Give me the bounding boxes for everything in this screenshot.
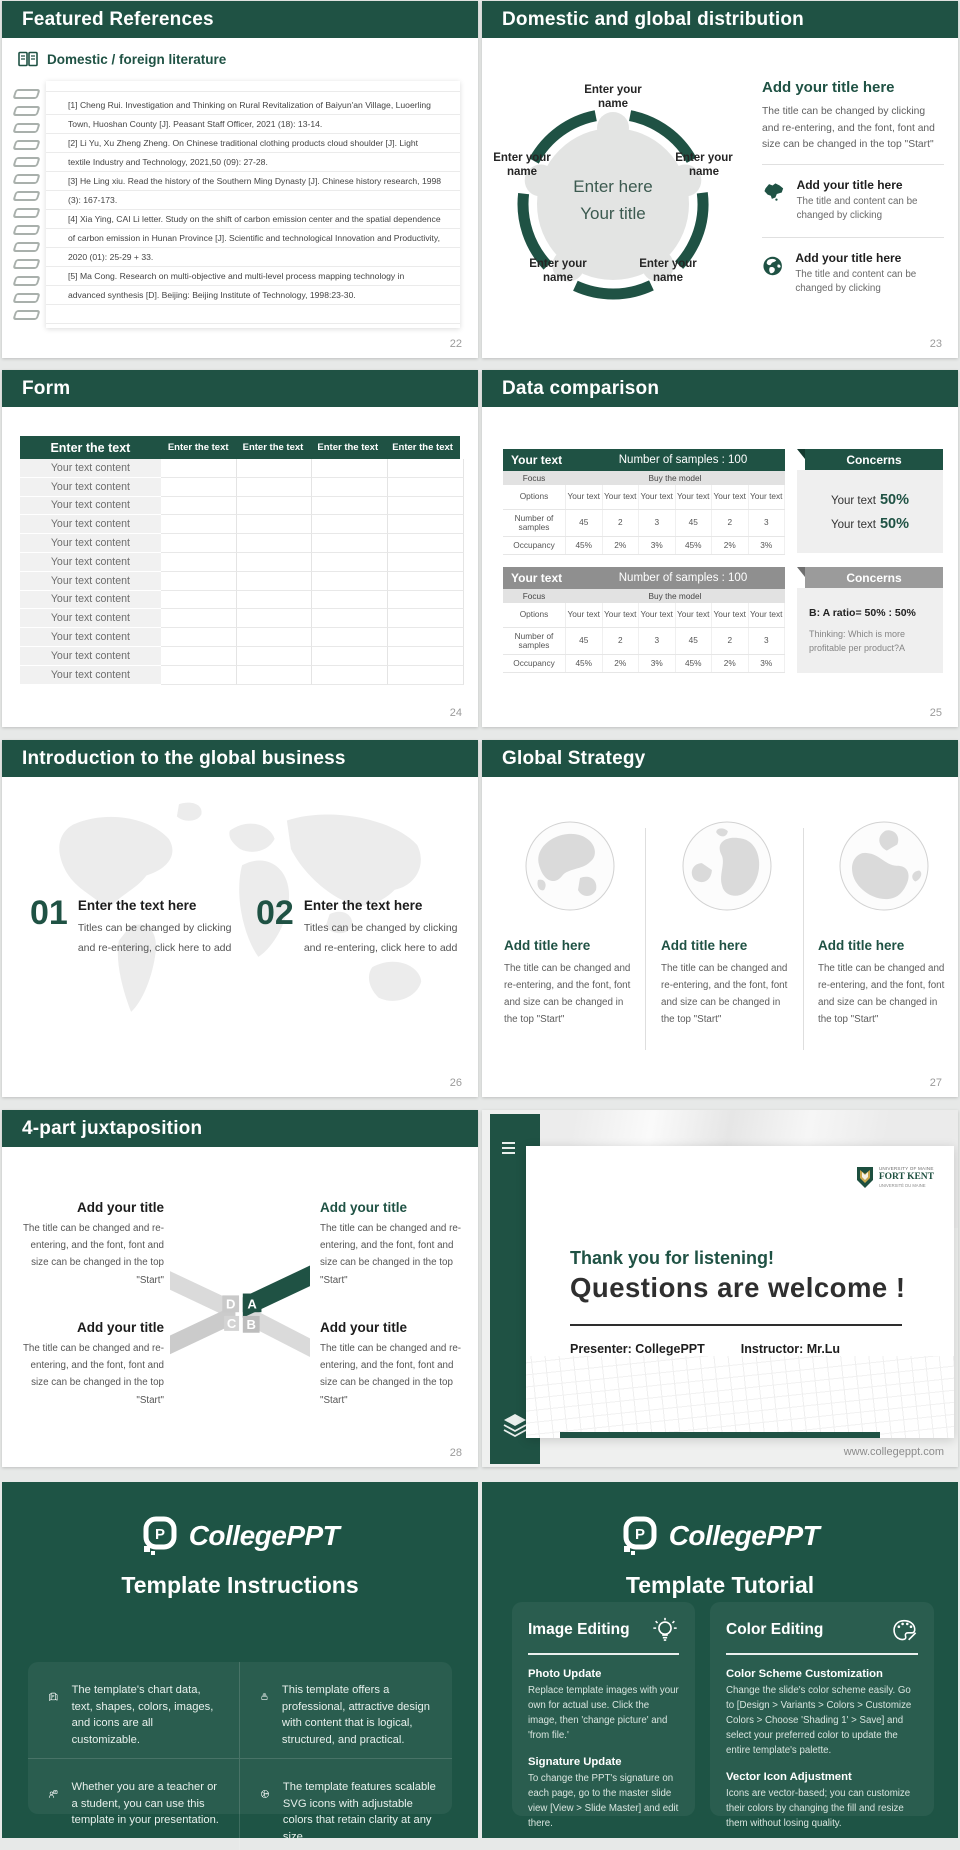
item-title: Enter the text here [77,898,197,913]
strategy-column [504,820,636,1028]
table-row: Your text content [20,534,460,553]
ring-label: Enter your name [493,152,551,178]
concern-note: Thinking: Which is more profitable per product?A [809,628,906,653]
sub-right: Buy the model [648,473,702,483]
slide-title: Form [22,377,71,399]
logo-line3: UNIVERSITÉ DU MAINE [878,1182,926,1188]
table-row: Your text content [20,478,460,497]
page-number: 23 [929,338,942,350]
presenter: Presenter: CollegePPT [570,1342,705,1356]
jux-block-4 [320,1320,468,1409]
column-body: The title can be changed and re-entering, and the font, font and size can be changed in the top "Start" [661,963,788,1025]
item-body: Titles can be changed by clicking and re-entering, click here to add [77,922,232,954]
item-number: 01 [30,894,68,932]
slide-title: Introduction to the global business [22,747,346,769]
chart-book-icon [48,1682,59,1712]
university-shield-icon [856,1166,874,1189]
credits [570,1342,840,1356]
sub-body: Replace template images with your own for actual use. Click the image, then 'change picture' and 'from file.' [528,1685,679,1741]
column-title: Add title here [661,938,748,953]
brand-wordmark: CollegePPT [668,1520,820,1551]
diagram-center-text [548,173,678,227]
page-number: 26 [449,1077,462,1089]
book-icon [18,51,38,67]
column-header: Enter the text [317,442,379,453]
panel-heading: Template Tutorial [625,1572,815,1598]
logo-line2: FORT KENT [878,1171,934,1182]
column-body: The title can be changed and re-entering, and the font, font and size can be changed in the top "Start" [818,963,945,1025]
sub-left: Focus [522,473,546,483]
table-row: Your text content [20,515,460,534]
teacher-icon [48,1779,59,1809]
page-number: 24 [449,707,462,719]
concerns-box-2 [797,567,943,673]
sub-body: To change the PPT's signature on each page, go to the master slide view [View > Slide Master] and edit there. [528,1773,679,1829]
globe-icon [838,820,930,912]
concerns-box-1 [797,449,943,553]
design-box-icon [260,1682,269,1712]
slide-title: 4-part juxtaposition [22,1117,203,1139]
letter-a: A [247,1296,257,1312]
jux-block-2 [320,1200,468,1289]
slide-title: Data comparison [502,377,660,399]
tutorial-sub [528,1756,679,1831]
ring-label: Enter your name [675,152,733,178]
feature-text: The template features scalable SVG icons with adjustable colors that retain clarity at any size. [282,1781,436,1843]
concerns-title: Concerns [805,449,943,470]
comparison-table-2 [503,567,785,673]
brand-logo [482,1482,958,1556]
svg-ball-icon [260,1779,270,1809]
item-title: Add your title here [795,250,902,265]
svg-text:P: P [52,1694,55,1699]
column-header: Enter the text [167,442,229,453]
feature-item [28,1759,240,1850]
thanks-subtitle: Thank you for listening! [570,1248,775,1268]
letter-d: D [225,1296,236,1312]
samples-row: Number of samples 45 2 3 45 2 3 [503,510,785,537]
right-heading: Add your title here [762,79,895,96]
table-row: Your text content [20,591,460,610]
center-line2: Your title [580,204,646,223]
strategy-column [661,820,793,1028]
sub-title: Vector Icon Adjustment [726,1771,852,1783]
table-row: Your text content [20,609,460,628]
panel-template-instructions [2,1482,478,1843]
distribution-item [762,248,944,300]
block-title: Add your title [77,1320,164,1335]
letter-c: C [226,1316,237,1332]
reference-item: [5] Ma Cong. Research on multi-objective and multi-level process mapping technology in advanced synthesis [D]. Beijing: Beijing Institute of Technology, 1998:23-30. [68,271,405,300]
block-title: Add your title [77,1200,164,1215]
column-header: Enter the text [50,440,131,455]
concern-line: Your text 50% [831,515,909,532]
page-number: 27 [929,1077,942,1089]
tutorial-card-color-editing [710,1602,934,1829]
sub-right: Buy the model [648,591,702,601]
thanks-title: Questions are welcome ! [570,1272,906,1303]
item-body: The title and content can be changed by clicking [796,195,918,221]
options-row: Options Your text Your text Your text Your text Your text Your text [503,485,785,510]
letter-b: B [246,1317,256,1332]
brand-logo [2,1482,478,1556]
tutorial-sub [726,1771,918,1831]
samples-row: Number of samples 45 2 3 45 2 3 [503,628,785,655]
china-map-icon [762,178,785,205]
slide-header-bar [482,370,958,407]
tutorial-card-image-editing [512,1602,695,1829]
distribution-right-panel [762,79,944,300]
column-header: Enter the text [392,442,453,453]
tutorial-sub [528,1668,679,1743]
block-body: The title can be changed and re-entering, and the font, font and size can be changed in the top "Start" [22,1223,164,1286]
feature-text: Whether you are a teacher or a student, you can use this template in your presentation. [71,1781,219,1826]
slide-data-comparison [482,370,958,727]
ribbon-x-graphic [170,1258,310,1358]
page-number: 25 [929,707,942,719]
slide-header-bar [482,1,958,38]
slide-header-bar [482,740,958,777]
page-number: 28 [449,1447,462,1459]
green-accent-bar [560,1432,880,1438]
slide-featured-references [2,1,478,358]
slide-header-bar [2,740,478,777]
table-row: Your text content [20,647,460,666]
panel-heading: Template Instructions [121,1572,359,1598]
jux-block-3 [16,1320,164,1409]
options-row: Options Your text Your text Your text Your text Your text Your text [503,603,785,628]
ring-label: Enter your name [639,258,697,284]
sub-title: Photo Update [528,1668,602,1680]
feature-text: The template's chart data, text, shapes, colors, images, and icons are all customizable. [71,1684,214,1746]
university-logo [856,1166,934,1189]
strategy-column [818,820,950,1028]
reference-item: [4] Xia Ying, CAI Li letter. Study on the shift of carbon emission center and the spatial dependence of carbon emission in Hunan Province [J]. Scientific and technological Innovation and Productivity, 2020 (01): 25-29 + 33. [68,214,441,262]
column-title: Add title here [818,938,905,953]
slide-title: Global Strategy [502,747,646,769]
slide-juxtaposition [2,1110,478,1467]
slide-header-bar [2,370,478,407]
samples-label: Number of samples : 100 [618,572,748,584]
table-row: Your text content [20,497,460,516]
table-row: Your text content [20,553,460,572]
menu-icon [502,1142,515,1157]
globe-icon [681,820,773,912]
spiral-binding [14,89,39,327]
distribution-item [762,175,944,227]
right-body: The title can be changed by clicking and re-entering, and the font, font and size can be changed in the top "Start" [762,106,935,150]
occupancy-row: Occupancy 45% 2% 3% 45% 2% 3% [503,655,785,673]
tutorial-sub [726,1668,918,1758]
table-title: Your text [511,571,563,585]
table-header-row [20,436,460,459]
features-grid [28,1662,452,1843]
table-row: Your text content [20,628,460,647]
ring-label: Enter your name [584,84,642,110]
block-body: The title can be changed and re-entering, and the font, font and size can be changed in the top "Start" [22,1343,164,1406]
slide-header-bar [2,1110,478,1147]
reference-item: [2] Li Yu, Xu Zheng Zheng. On Chinese traditional clothing products cloud shoulder [J]. Light textile Industry and Technology, 2021,50 (09): 27-28. [68,138,419,167]
item-title: Enter the text here [303,898,423,913]
website-url: www.collegeppt.com [843,1446,944,1458]
center-line1: Enter here [573,177,653,196]
slide-thank-you [482,1110,958,1467]
card-title: Color Editing [726,1621,824,1638]
block-body: The title can be changed and re-entering, and the font, font and size can be changed in the top "Start" [320,1223,462,1286]
svg-text:P: P [634,1526,645,1543]
column-body: The title can be changed and re-entering, and the font, font and size can be changed in the top "Start" [504,963,631,1025]
reference-item: [1] Cheng Rui. Investigation and Thinking on Rural Revitalization of Baiyun'an Village, Luoerling Town, Huoshan County [J]. Peasant Staff Officer, 2021 (18): 13-14. [68,100,431,129]
feature-text: This template offers a professional, attractive design with content that is logical, structured, and practical. [281,1684,430,1746]
slide-form [2,370,478,727]
page-number: 22 [449,338,462,350]
ring-label: Enter your name [529,258,587,284]
sub-body: Icons are vector-based; you can customize their colors by changing the fill and resize them without losing quality. [726,1788,911,1829]
panel-template-tutorial [482,1482,958,1838]
palette-icon [890,1616,918,1644]
svg-text:P: P [154,1526,165,1543]
item-body: Titles can be changed by clicking and re-entering, click here to add [303,922,458,954]
concern-line: Your text 50% [831,491,909,508]
instructor: Instructor: Mr.Lu [740,1342,841,1356]
divider [570,1324,902,1326]
section-title: Domestic / foreign literature [47,51,227,67]
card-title: Image Editing [528,1621,630,1638]
reference-item: [3] He Ling xiu. Read the history of the Southern Ming Dynasty [J]. Chinese history research, 1998 (3): 167-173. [68,176,442,205]
column-header: Enter the text [242,442,304,453]
sub-title: Signature Update [528,1756,622,1768]
globe-icon [762,251,783,281]
intro-item-2 [256,896,470,958]
feature-item [28,1662,240,1759]
block-title: Add your title [320,1320,407,1335]
sub-left: Focus [522,591,546,601]
samples-label: Number of samples : 100 [618,454,748,466]
occupancy-row: Occupancy 45% 2% 3% 45% 2% 3% [503,537,785,555]
bulb-icon [651,1616,679,1644]
ratio-line: B: A ratio= 50% : 50% [809,606,916,619]
thank-you-card [526,1146,954,1438]
table-row: Your text content [20,459,460,478]
reference-list [46,81,460,328]
slide-title: Featured References [22,8,214,30]
logo-line1: UNIVERSITY OF MAINE [878,1165,934,1171]
feature-item [240,1662,452,1759]
slide-title: Domestic and global distribution [502,8,804,30]
column-title: Add title here [504,938,591,953]
slide-intro-global [2,740,478,1097]
slide-global-strategy [482,740,958,1097]
slide-header-bar [2,1,478,38]
concerns-title: Concerns [805,567,943,588]
block-title: Add your title [320,1200,407,1215]
intro-item-1 [30,896,242,958]
wireframe-mesh [526,1356,954,1438]
jux-block-1 [16,1200,164,1289]
form-table [20,436,460,685]
feature-item [240,1759,452,1850]
table-row: Your text content [20,572,460,591]
item-title: Add your title here [796,177,903,192]
table-row: Your text content [20,666,460,685]
collegeppt-logo-icon [621,1516,659,1556]
sub-title: Color Scheme Customization [726,1668,883,1680]
globe-icon [524,820,616,912]
item-number: 02 [256,894,294,932]
sub-body: Change the slide's color scheme easily. Go to [Design > Variants > Colors > Customize Colors > Choose 'Shading 1' > Save] and select your preferred color to update the entire template's palette. [726,1685,912,1756]
table-title: Your text [511,453,563,467]
item-body: The title and content can be changed by clicking [795,268,917,294]
brand-wordmark: CollegePPT [188,1520,340,1551]
block-body: The title can be changed and re-entering, and the font, font and size can be changed in the top "Start" [320,1343,462,1406]
slide-distribution [482,1,958,358]
section-caption [18,51,226,67]
comparison-table-1 [503,449,785,555]
collegeppt-logo-icon [141,1516,179,1556]
